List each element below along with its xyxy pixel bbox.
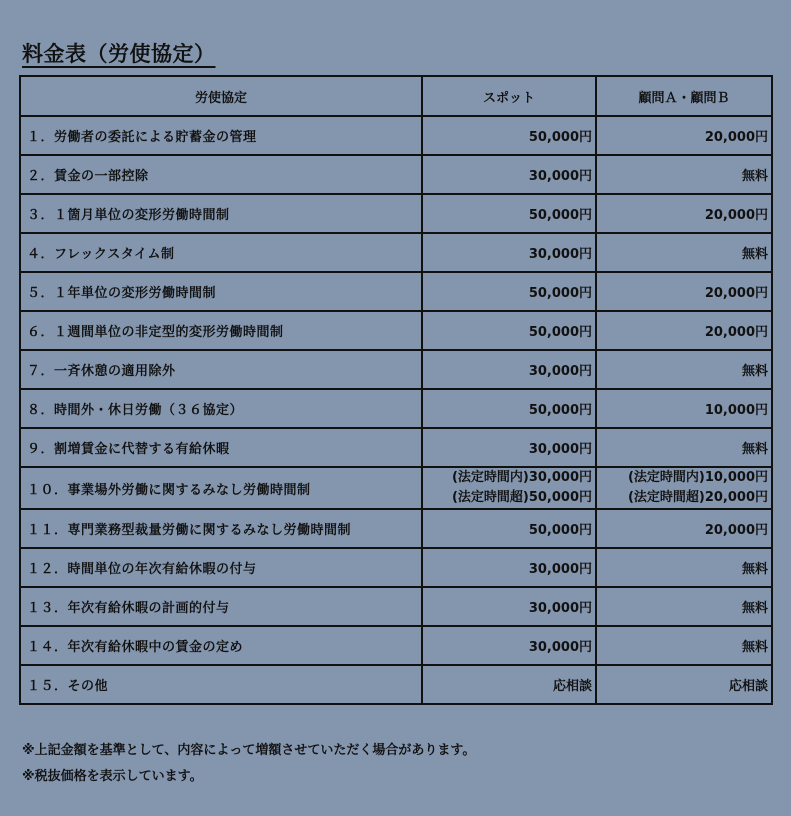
spot-fee: 30,000円 xyxy=(422,626,596,665)
spot-fee: 50,000円 xyxy=(422,272,596,311)
table-row xyxy=(20,467,772,509)
spot-fee: 30,000円 xyxy=(422,548,596,587)
spot-fee: 30,000円 xyxy=(422,155,596,194)
spot-fee: 30,000円 xyxy=(422,233,596,272)
agreement-item: ８．時間外・休日労働（３６協定） xyxy=(20,389,422,428)
agreement-item: ９．割増賃金に代替する有給休暇 xyxy=(20,428,422,467)
advisor-fee: 無料 xyxy=(596,428,772,467)
advisor-fee: 無料 xyxy=(596,233,772,272)
agreement-item: １３．年次有給休暇の計画的付与 xyxy=(20,587,422,626)
agreement-item: ４．フレックスタイム制 xyxy=(20,233,422,272)
agreement-item: ６．１週間単位の非定型的変形労働時間制 xyxy=(20,311,422,350)
spot-fee: 50,000円 xyxy=(422,311,596,350)
advisor-fee: 20,000円 xyxy=(596,311,772,350)
advisor-fee: 20,000円 xyxy=(596,272,772,311)
advisor-fee: 10,000円 xyxy=(596,389,772,428)
agreement-item: １１．専門業務型裁量労働に関するみなし労働時間制 xyxy=(20,509,422,548)
advisor-fee: 20,000円 xyxy=(596,116,772,155)
agreement-item: ７．一斉休憩の適用除外 xyxy=(20,350,422,389)
agreement-item: ３．１箇月単位の変形労働時間制 xyxy=(20,194,422,233)
agreement-item: １０．事業場外労働に関するみなし労働時間制 xyxy=(20,467,422,509)
advisor-fee: 応相談 xyxy=(596,665,772,704)
advisor-fee: 無料 xyxy=(596,350,772,389)
spot-fee xyxy=(422,467,596,509)
spot-fee: 50,000円 xyxy=(422,509,596,548)
table-row xyxy=(20,548,772,587)
spot-fee: 50,000円 xyxy=(422,116,596,155)
advisor-fee-over-legal-hours: (法定時間超)20,000円 xyxy=(627,490,768,505)
spot-fee-within-legal-hours: (法定時間内)30,000円 xyxy=(451,470,592,485)
page-title: 料金表（労使協定） xyxy=(22,42,216,67)
spot-fee: 応相談 xyxy=(422,665,596,704)
table-row xyxy=(20,155,772,194)
spot-fee: 30,000円 xyxy=(422,587,596,626)
agreement-item: １４．年次有給休暇中の賃金の定め xyxy=(20,626,422,665)
agreement-item: １．労働者の委託による貯蓄金の管理 xyxy=(20,116,422,155)
table-row xyxy=(20,665,772,704)
table-row xyxy=(20,428,772,467)
column-header-spot: スポット xyxy=(422,76,596,116)
table-row xyxy=(20,389,772,428)
advisor-fee: 無料 xyxy=(596,626,772,665)
footnotes xyxy=(22,738,475,790)
advisor-fee: 無料 xyxy=(596,155,772,194)
table-row xyxy=(20,194,772,233)
advisor-fee xyxy=(596,467,772,509)
advisor-fee-within-legal-hours: (法定時間内)10,000円 xyxy=(627,470,768,485)
table-row xyxy=(20,350,772,389)
agreement-item: ５．１年単位の変形労働時間制 xyxy=(20,272,422,311)
table-header-row xyxy=(20,76,772,116)
spot-fee: 50,000円 xyxy=(422,389,596,428)
table-row xyxy=(20,587,772,626)
spot-fee: 30,000円 xyxy=(422,428,596,467)
advisor-fee: 無料 xyxy=(596,587,772,626)
spot-fee: 30,000円 xyxy=(422,350,596,389)
table-row xyxy=(20,233,772,272)
agreement-item: １５．その他 xyxy=(20,665,422,704)
agreement-item: ２．賃金の一部控除 xyxy=(20,155,422,194)
column-header-agreement: 労使協定 xyxy=(20,76,422,116)
advisor-fee: 無料 xyxy=(596,548,772,587)
advisor-fee: 20,000円 xyxy=(596,509,772,548)
agreement-item: １２．時間単位の年次有給休暇の付与 xyxy=(20,548,422,587)
column-header-advisor: 顧問Ａ・顧問Ｂ xyxy=(596,76,772,116)
footnote-price-basis: ※上記金額を基準として、内容によって増額させていただく場合があります。 xyxy=(22,743,476,758)
table-row xyxy=(20,311,772,350)
table-row xyxy=(20,272,772,311)
advisor-fee: 20,000円 xyxy=(596,194,772,233)
spot-fee-over-legal-hours: (法定時間超)50,000円 xyxy=(451,490,592,505)
table-row xyxy=(20,626,772,665)
table-row xyxy=(20,509,772,548)
fee-table xyxy=(19,75,773,705)
spot-fee: 50,000円 xyxy=(422,194,596,233)
footnote-tax-excluded: ※税抜価格を表示しています。 xyxy=(22,769,203,784)
table-row xyxy=(20,116,772,155)
